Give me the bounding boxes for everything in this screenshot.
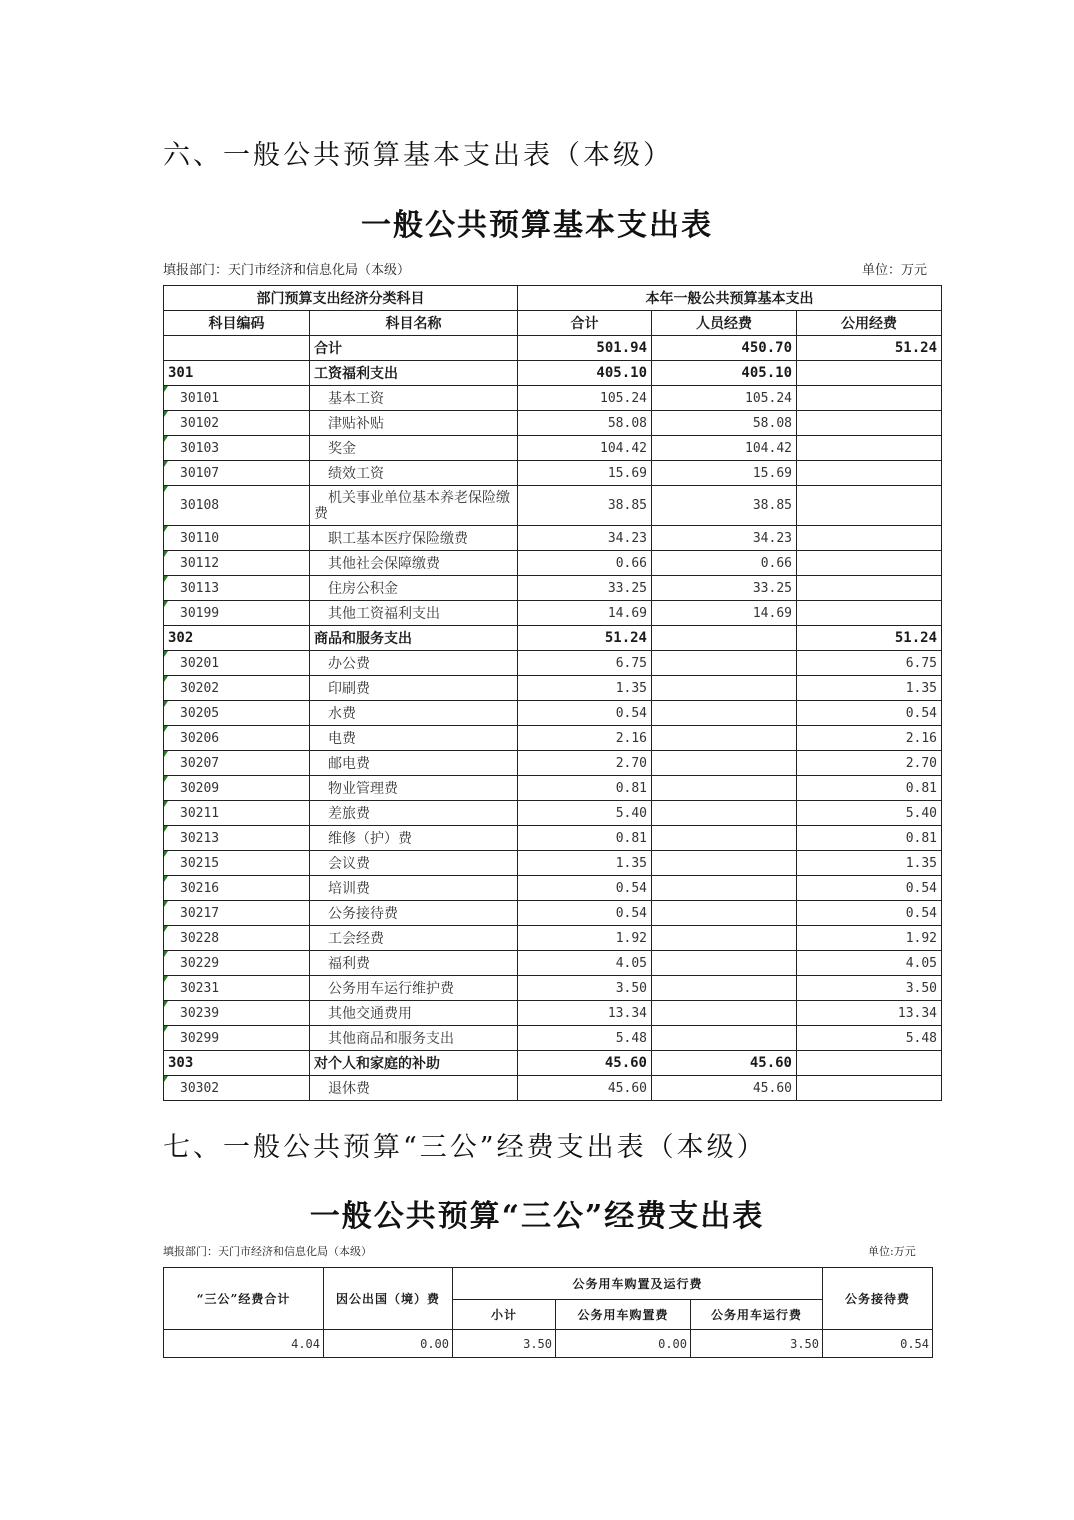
- public-cell: 51.24: [797, 626, 942, 651]
- header-public: 公用经费: [797, 311, 942, 336]
- value-abroad: 0.00: [324, 1330, 453, 1358]
- public-cell: [797, 601, 942, 626]
- subject-code-cell: 30209: [164, 776, 310, 801]
- public-cell: 0.81: [797, 826, 942, 851]
- subject-name-cell: 电费: [310, 726, 518, 751]
- three-public-expenses-table: [163, 1267, 933, 1358]
- public-cell: [797, 576, 942, 601]
- total-cell: 2.70: [518, 751, 652, 776]
- table-row: [164, 851, 942, 876]
- table-row: [164, 826, 942, 851]
- subject-code-cell: 30113: [164, 576, 310, 601]
- subject-name-cell: 其他工资福利支出: [310, 601, 518, 626]
- subject-code-cell: 30213: [164, 826, 310, 851]
- personnel-cell: 450.70: [652, 336, 797, 361]
- personnel-cell: [652, 651, 797, 676]
- subject-name-cell: 会议费: [310, 851, 518, 876]
- total-cell: 5.48: [518, 1026, 652, 1051]
- subject-code-cell: 30103: [164, 436, 310, 461]
- value-vehicle-operation: 3.50: [691, 1330, 823, 1358]
- public-cell: 13.34: [797, 1001, 942, 1026]
- subject-code-cell: 302: [164, 626, 310, 651]
- subject-name-cell: 差旅费: [310, 801, 518, 826]
- subject-name-cell: 维修（护）费: [310, 826, 518, 851]
- subject-code-cell: 30206: [164, 726, 310, 751]
- header-subject-name: 科目名称: [310, 311, 518, 336]
- table-row: [164, 776, 942, 801]
- subject-name-cell: 奖金: [310, 436, 518, 461]
- value-three-public-total: 4.04: [164, 1330, 324, 1358]
- subject-name-cell: 合计: [310, 336, 518, 361]
- public-cell: 2.70: [797, 751, 942, 776]
- total-cell: 45.60: [518, 1051, 652, 1076]
- subject-code-cell: 30239: [164, 1001, 310, 1026]
- table-row: [164, 976, 942, 1001]
- table-row: [164, 751, 942, 776]
- subject-name-cell: 印刷费: [310, 676, 518, 701]
- public-cell: 1.35: [797, 851, 942, 876]
- subject-code-cell: 30299: [164, 1026, 310, 1051]
- subject-name-cell: 工资福利支出: [310, 361, 518, 386]
- table-row: [164, 801, 942, 826]
- subject-code-cell: 30202: [164, 676, 310, 701]
- total-cell: 58.08: [518, 411, 652, 436]
- total-cell: 2.16: [518, 726, 652, 751]
- subject-name-cell: 培训费: [310, 876, 518, 901]
- public-cell: [797, 526, 942, 551]
- table-row: [164, 461, 942, 486]
- basic-expenditure-table: [163, 285, 942, 1101]
- subject-code-cell: 30101: [164, 386, 310, 411]
- subject-code-cell: 30112: [164, 551, 310, 576]
- subject-code-cell: 30211: [164, 801, 310, 826]
- subject-name-cell: 邮电费: [310, 751, 518, 776]
- total-cell: 0.54: [518, 701, 652, 726]
- table1-header-row-1: [164, 286, 942, 311]
- subject-code-cell: 30215: [164, 851, 310, 876]
- table-row: [164, 951, 942, 976]
- value-subtotal: 3.50: [453, 1330, 556, 1358]
- table-row: [164, 336, 942, 361]
- subject-code-cell: 30231: [164, 976, 310, 1001]
- subject-name-cell: 职工基本医疗保险缴费: [310, 526, 518, 551]
- header-vehicle: 公务用车购置及运行费: [453, 1268, 823, 1300]
- personnel-cell: [652, 701, 797, 726]
- public-cell: 0.54: [797, 876, 942, 901]
- total-cell: 0.54: [518, 876, 652, 901]
- public-cell: 3.50: [797, 976, 942, 1001]
- header-total: 合计: [518, 311, 652, 336]
- public-cell: [797, 461, 942, 486]
- subject-code-cell: 30216: [164, 876, 310, 901]
- public-cell: 0.54: [797, 701, 942, 726]
- personnel-cell: [652, 626, 797, 651]
- header-subtotal: 小计: [453, 1300, 556, 1330]
- public-cell: 4.05: [797, 951, 942, 976]
- personnel-cell: [652, 751, 797, 776]
- subject-code-cell: 30199: [164, 601, 310, 626]
- total-cell: 104.42: [518, 436, 652, 461]
- table1-header-row-2: [164, 311, 942, 336]
- subject-name-cell: 商品和服务支出: [310, 626, 518, 651]
- table-row: [164, 1051, 942, 1076]
- personnel-cell: 15.69: [652, 461, 797, 486]
- public-cell: [797, 1051, 942, 1076]
- public-cell: 6.75: [797, 651, 942, 676]
- subject-name-cell: 工会经费: [310, 926, 518, 951]
- subject-code-cell: 30102: [164, 411, 310, 436]
- total-cell: 13.34: [518, 1001, 652, 1026]
- header-vehicle-operation: 公务用车运行费: [691, 1300, 823, 1330]
- subject-name-cell: 物业管理费: [310, 776, 518, 801]
- personnel-cell: [652, 951, 797, 976]
- public-cell: 5.40: [797, 801, 942, 826]
- personnel-cell: 34.23: [652, 526, 797, 551]
- personnel-cell: 0.66: [652, 551, 797, 576]
- personnel-cell: [652, 826, 797, 851]
- public-cell: 2.16: [797, 726, 942, 751]
- table1-department: 填报部门：天门市经济和信息化局（本级）: [163, 263, 411, 278]
- public-cell: 0.54: [797, 901, 942, 926]
- section-7-heading: 七、一般公共预算“三公”经费支出表（本级）: [163, 1132, 767, 1163]
- total-cell: 5.40: [518, 801, 652, 826]
- table2-title: 一般公共预算“三公”经费支出表: [309, 1199, 765, 1234]
- value-vehicle-purchase: 0.00: [556, 1330, 691, 1358]
- public-cell: 1.92: [797, 926, 942, 951]
- table-row: [164, 701, 942, 726]
- personnel-cell: 14.69: [652, 601, 797, 626]
- public-cell: 0.81: [797, 776, 942, 801]
- personnel-cell: 405.10: [652, 361, 797, 386]
- total-cell: 38.85: [518, 486, 652, 526]
- total-cell: 0.66: [518, 551, 652, 576]
- personnel-cell: 38.85: [652, 486, 797, 526]
- total-cell: 6.75: [518, 651, 652, 676]
- total-cell: 501.94: [518, 336, 652, 361]
- personnel-cell: [652, 801, 797, 826]
- total-cell: 4.05: [518, 951, 652, 976]
- public-cell: [797, 436, 942, 461]
- public-cell: [797, 551, 942, 576]
- table-row: [164, 726, 942, 751]
- table-row: [164, 651, 942, 676]
- table2-header-row-1: [164, 1268, 933, 1300]
- personnel-cell: [652, 776, 797, 801]
- subject-name-cell: 机关事业单位基本养老保险缴费: [310, 486, 518, 526]
- table1-body: [164, 336, 942, 1101]
- header-three-public-total: “三公”经费合计: [164, 1268, 324, 1330]
- personnel-cell: 33.25: [652, 576, 797, 601]
- table-row: [164, 361, 942, 386]
- subject-code-cell: 30228: [164, 926, 310, 951]
- subject-name-cell: 住房公积金: [310, 576, 518, 601]
- subject-name-cell: 其他交通费用: [310, 1001, 518, 1026]
- subject-name-cell: 其他社会保障缴费: [310, 551, 518, 576]
- table-row: [164, 411, 942, 436]
- public-cell: [797, 386, 942, 411]
- personnel-cell: [652, 726, 797, 751]
- value-reception: 0.54: [823, 1330, 933, 1358]
- header-abroad: 因公出国（境）费: [324, 1268, 453, 1330]
- subject-name-cell: 绩效工资: [310, 461, 518, 486]
- total-cell: 1.92: [518, 926, 652, 951]
- subject-code-cell: 30108: [164, 486, 310, 526]
- header-economic-category: 部门预算支出经济分类科目: [164, 286, 518, 311]
- subject-name-cell: 津贴补贴: [310, 411, 518, 436]
- total-cell: 3.50: [518, 976, 652, 1001]
- table-row: [164, 1001, 942, 1026]
- public-cell: [797, 361, 942, 386]
- total-cell: 33.25: [518, 576, 652, 601]
- subject-code-cell: 30207: [164, 751, 310, 776]
- total-cell: 0.81: [518, 776, 652, 801]
- section-6-heading: 六、一般公共预算基本支出表（本级）: [163, 140, 673, 171]
- public-cell: 1.35: [797, 676, 942, 701]
- personnel-cell: [652, 876, 797, 901]
- subject-name-cell: 福利费: [310, 951, 518, 976]
- table2-row: [164, 1330, 933, 1358]
- personnel-cell: [652, 926, 797, 951]
- total-cell: 51.24: [518, 626, 652, 651]
- subject-code-cell: 30302: [164, 1076, 310, 1101]
- table2-unit: 单位:万元: [868, 1245, 916, 1258]
- total-cell: 15.69: [518, 461, 652, 486]
- subject-code-cell: 30205: [164, 701, 310, 726]
- subject-code-cell: 30107: [164, 461, 310, 486]
- subject-code-cell: 30201: [164, 651, 310, 676]
- header-vehicle-purchase: 公务用车购置费: [556, 1300, 691, 1330]
- public-cell: 5.48: [797, 1026, 942, 1051]
- table-row: [164, 926, 942, 951]
- table-row: [164, 876, 942, 901]
- subject-name-cell: 基本工资: [310, 386, 518, 411]
- subject-code-cell: 30229: [164, 951, 310, 976]
- public-cell: [797, 1076, 942, 1101]
- subject-code-cell: [164, 336, 310, 361]
- table1-title: 一般公共预算基本支出表: [361, 208, 713, 243]
- table-row: [164, 386, 942, 411]
- subject-code-cell: 30217: [164, 901, 310, 926]
- total-cell: 0.81: [518, 826, 652, 851]
- personnel-cell: [652, 1001, 797, 1026]
- personnel-cell: [652, 976, 797, 1001]
- table-row: [164, 1076, 942, 1101]
- header-personnel: 人员经费: [652, 311, 797, 336]
- personnel-cell: [652, 901, 797, 926]
- subject-code-cell: 30110: [164, 526, 310, 551]
- subject-name-cell: 退休费: [310, 1076, 518, 1101]
- total-cell: 45.60: [518, 1076, 652, 1101]
- total-cell: 405.10: [518, 361, 652, 386]
- personnel-cell: [652, 676, 797, 701]
- subject-name-cell: 公务用车运行维护费: [310, 976, 518, 1001]
- table1-unit: 单位：万元: [862, 263, 928, 278]
- header-reception: 公务接待费: [823, 1268, 933, 1330]
- table-row: [164, 626, 942, 651]
- table-row: [164, 436, 942, 461]
- subject-name-cell: 公务接待费: [310, 901, 518, 926]
- table2-department: 填报部门：天门市经济和信息化局（本级）: [163, 1245, 372, 1258]
- subject-code-cell: 303: [164, 1051, 310, 1076]
- table-row: [164, 1026, 942, 1051]
- total-cell: 34.23: [518, 526, 652, 551]
- personnel-cell: 45.60: [652, 1076, 797, 1101]
- table-row: [164, 676, 942, 701]
- total-cell: 0.54: [518, 901, 652, 926]
- subject-name-cell: 水费: [310, 701, 518, 726]
- personnel-cell: 45.60: [652, 1051, 797, 1076]
- table-row: [164, 901, 942, 926]
- total-cell: 1.35: [518, 676, 652, 701]
- total-cell: 1.35: [518, 851, 652, 876]
- table-row: [164, 551, 942, 576]
- personnel-cell: 105.24: [652, 386, 797, 411]
- header-annual-basic-expenditure: 本年一般公共预算基本支出: [518, 286, 942, 311]
- table-row: [164, 526, 942, 551]
- personnel-cell: 104.42: [652, 436, 797, 461]
- total-cell: 105.24: [518, 386, 652, 411]
- table-row: [164, 601, 942, 626]
- total-cell: 14.69: [518, 601, 652, 626]
- subject-name-cell: 其他商品和服务支出: [310, 1026, 518, 1051]
- personnel-cell: 58.08: [652, 411, 797, 436]
- table-row: [164, 486, 942, 526]
- public-cell: 51.24: [797, 336, 942, 361]
- subject-name-cell: 办公费: [310, 651, 518, 676]
- table-row: [164, 576, 942, 601]
- subject-code-cell: 301: [164, 361, 310, 386]
- public-cell: [797, 486, 942, 526]
- header-subject-code: 科目编码: [164, 311, 310, 336]
- personnel-cell: [652, 1026, 797, 1051]
- public-cell: [797, 411, 942, 436]
- personnel-cell: [652, 851, 797, 876]
- subject-name-cell: 对个人和家庭的补助: [310, 1051, 518, 1076]
